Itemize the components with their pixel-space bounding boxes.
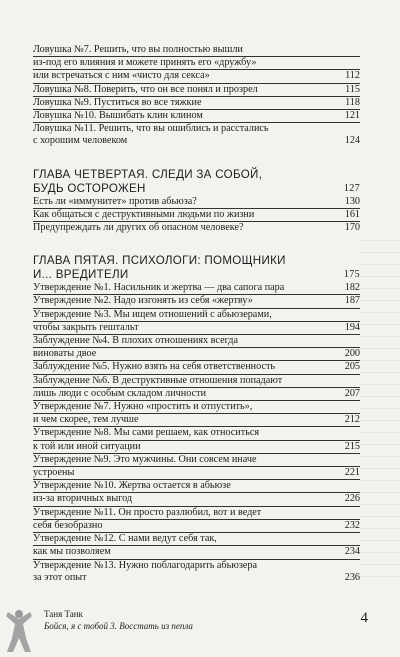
toc-entry-line: к той или иной ситуации [33,440,141,452]
toc-entry-line: лишь люди с особым складом личности [33,387,207,399]
toc-entry-line: виноваты двое [33,348,97,360]
page-ref: 200 [344,348,360,360]
toc-entry-line: и чем скорее, тем лучше [33,414,139,426]
toc-entry-line: Утверждение №3. Мы ищем отношений с абьюзерами, [33,309,360,322]
toc-entry-line: или встречаться с ним «чисто для секса» [33,70,210,82]
bleed-through [360,240,400,580]
chapter-title-line: ГЛАВА ПЯТАЯ. ПСИХОЛОГИ: ПОМОЩНИКИ [33,254,286,268]
page-ref: 127 [343,182,360,194]
page-ref: 118 [345,96,360,108]
toc-entry-line: Утверждение №2. Надо изгонять из себя «жертву» [33,295,253,307]
page-footer [0,600,400,657]
toc-entry-line: Утверждение №11. Он просто разлюбил, вот и ведет [33,507,360,520]
toc-entry-line: Заблуждение №4. В плохих отношениях всегда [33,335,360,348]
chapter-title-line: И... ВРЕДИТЕЛИ [33,268,129,282]
publisher-logo-icon [4,608,34,654]
toc-entry [33,110,360,123]
toc-entry-line: Ловушка №9. Пуститься во все тяжкие [33,96,202,108]
page-ref: 182 [344,282,360,294]
toc-entry [33,454,360,480]
toc-entry-line: Предупреждать ли других об опасном человеке? [33,222,244,234]
toc-entry-line: Заблуждение №6. В деструктивные отношения попадают [33,375,360,388]
toc-entry [33,309,360,335]
toc-entry [33,507,360,533]
toc-entry-line: Утверждение №8. Мы сами решаем, как относиться [33,427,360,440]
page-number: 4 [360,610,368,626]
toc-entry-line: как мы позволяем [33,546,111,558]
toc-entry [33,295,360,308]
toc-entry [33,375,360,401]
page-ref: 161 [344,208,360,220]
toc-entry-line: Утверждение №13. Нужно поблагодарить абьюзера [33,559,258,571]
page-ref: 212 [344,414,360,426]
footer-book-title: Бойся, я с тобой 3. Восстать из пепла [44,621,193,631]
toc-entry-line: Как общаться с деструктивными людьми по жизни [33,208,255,220]
toc-entry-line: Утверждение №1. Насильник и жертва — два сапога пара [33,282,285,294]
toc-entry-line: за этот опыт [33,571,87,583]
toc-entry [33,123,360,147]
toc-entry [33,222,360,234]
footer-author: Таня Танк [44,609,83,619]
toc-entry [33,480,360,506]
chapter-heading-4 [33,168,360,196]
page-ref: 207 [344,387,360,399]
toc-entry-line: из-за вторичных выгод [33,493,133,505]
toc-entry [33,560,360,584]
toc-entry [33,533,360,559]
toc-entry-line: Ловушка №11. Решить, что вы ошиблись и расстались [33,123,269,135]
toc-entry-line: Есть ли «иммунитет» против абьюза? [33,195,197,207]
page-ref: 236 [344,571,360,583]
page-ref: 215 [344,440,360,452]
toc-entry [33,335,360,361]
toc-entry-line: Ловушка №7. Решить, что вы полностью вышли [33,44,360,57]
page-ref: 175 [343,269,360,281]
toc-entry-line: Утверждение №9. Это мужчины. Они совсем иначе [33,454,360,467]
toc-entry [33,84,360,97]
chapter-title-line: БУДЬ ОСТОРОЖЕН [33,181,146,195]
page-ref: 124 [344,135,360,147]
toc-entry [33,209,360,222]
page-ref: 205 [344,361,360,373]
toc-entry [33,401,360,427]
toc-entry-line: Ловушка №10. Вышибать клин клином [33,110,203,122]
page-ref: 194 [344,321,360,333]
chapter-title-line: ГЛАВА ЧЕТВЕРТАЯ. СЛЕДИ ЗА СОБОЙ, [33,167,263,181]
toc-section-chapter5 [33,282,360,584]
toc-entry-line: из-под его влияния и можете принять его «дружбу» [33,57,360,70]
page-ref: 187 [344,295,360,307]
toc-entry [33,196,360,209]
page-ref: 221 [344,467,360,479]
toc-entry-line: Заблуждение №5. Нужно взять на себя ответственность [33,361,276,373]
page-ref: 170 [344,222,360,234]
page-ref: 234 [344,546,360,558]
toc-entry-line: Утверждение №12. С нами ведут себя так, [33,533,360,546]
toc-entry [33,97,360,110]
toc-entry-line: Утверждение №7. Нужно «простить и отпустить», [33,401,360,414]
toc-section-traps [33,44,360,148]
toc-entry-line: устроены [33,467,75,479]
page-ref: 112 [345,70,360,82]
toc-entry [33,361,360,374]
table-of-contents [33,44,360,584]
toc-entry [33,282,360,295]
toc-entry-line: чтобы закрыть гештальт [33,321,139,333]
toc-entry [33,44,360,84]
page-ref: 226 [344,493,360,505]
toc-entry-line: себя безобразно [33,519,103,531]
toc-entry-line: с хорошим человеком [33,135,128,147]
toc-section-chapter4 [33,196,360,235]
page-ref: 232 [344,519,360,531]
chapter-heading-5 [33,254,360,282]
toc-entry [33,427,360,453]
toc-entry-line: Ловушка №8. Поверить, что он все понял и прозрел [33,83,258,95]
page-ref: 130 [344,195,360,207]
toc-entry-line: Утверждение №10. Жертва остается в абьюзе [33,480,360,493]
page-ref: 121 [344,110,360,122]
page-ref: 115 [345,83,360,95]
